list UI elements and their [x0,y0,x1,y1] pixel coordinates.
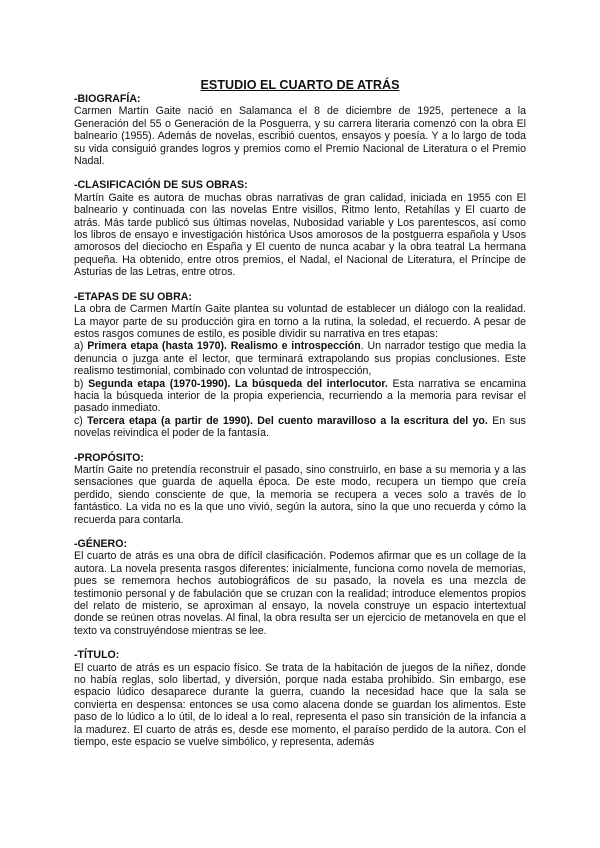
section-heading: -BIOGRAFÍA: [74,93,141,105]
section-clasificacion [74,179,526,278]
section-intro: La obra de Carmen Martín Gaite plantea su voluntad de establecer un diálogo con la realidad. La mayor parte de su producción gira en torno a la rutina, la soledad, el recuerdo. A pesar de estos rasgos comunes de estilo, es posible dividir su narrativa en tres etapas: [74,303,526,340]
section-heading: -TÍTULO: [74,649,120,662]
document-title: ESTUDIO EL CUARTO DE ATRÁS [200,78,400,92]
section-heading: -ETAPAS DE SU OBRA: [74,290,192,303]
section-proposito [74,452,526,526]
section-text: Carmen Martín Gaite nació en Salamanca el 8 de diciembre de 1925, pertenece a la Generación del 55 o Generación de la Posguerra, y su carrera literaria comenzó con la obra El balneario (1955). Además de novelas, escribió cuentos, ensayos y poesía. Y a lo largo de toda su vida consiguió grandes logros y premios como el Premio Nacional de Literatura o el Premio Nadal. [74,105,526,168]
etapa-text: . Un narrador testigo que media la denuncia o juzga ante el lector, que terminará extrapolando sus propias conclusiones. Este realismo testimonial, combinado con voluntad de introspección, [74,340,526,378]
section-biografia [74,93,526,167]
etapa-prefix: b) [74,377,89,390]
section-titulo [74,649,526,748]
section-heading: -PROPÓSITO: [74,451,144,464]
etapa-prefix: a) [74,340,88,353]
etapa-text: En sus novelas reivindica el poder de la fantasía. [74,414,526,440]
section-heading: -GÉNERO: [74,538,127,550]
etapa-prefix: c) [74,414,88,427]
section-text: El cuarto de atrás es un espacio físico. Se trata de la habitación de juegos de la niñez, donde no había reglas, solo libertad, y diversión, porque nada estaba prohibido. Sin embargo, ese espacio lúdico desaparece durante la guerra, cuando la necesidad hace que la sala se convierta en despensa: entonces se usa como alacena donde se guardan los alimentos. Este paso de lo lúdico a lo útil, de lo ideal a lo real, representa el paso sin transición de la infancia a la madurez. El cuarto de atrás es, desde ese momento, el paraíso perdido de la autora. Con el tiempo, este espacio se vuelve simbólico, y representa, además [74,661,526,749]
etapa-title: Primera etapa (hasta 1970). Realismo e introspección [87,340,361,353]
section-text: Martín Gaite es autora de muchas obras narrativas de gran calidad, iniciada en 1955 con El balneario y continuada con las novelas Entre visillos, Ritmo lento, Retahílas y El cuarto de atrás. Más tarde publicó sus últimas novelas, Nubosidad variable y Los parentescos, así como los libros de ensayo e investigación histórica Usos amorosos de la postguerra española y Usos amorosos del dieciocho en España y El cuento de nunca acabar y la obra teatral La hermana pequeña. Ha obtenido, entre otros premios, el Nadal, el Nacional de Literatura, el Príncipe de Asturias de las Letras, entre otros. [74,191,526,279]
etapa-title: Tercera etapa (a partir de 1990). Del cuento maravilloso a la escritura del yo. [87,414,488,427]
section-etapas [74,291,526,440]
section-heading: -CLASIFICACIÓN DE SUS OBRAS: [74,179,248,192]
section-text: Martín Gaite no pretendía reconstruir el pasado, sino construirlo, en base a su memoria y a las sensaciones que guarda de aquella época. De este modo, recupera un tiempo que creía perdido, siendo consciente de que, la memoria se recupera a veces solo a través de lo fantástico. La vida no es la que uno vivió, según la autora, sino la que uno recuerda y cómo la recuerda para contarla. [74,463,526,526]
etapa-item [74,340,526,377]
section-genero [74,538,526,637]
etapa-item [74,378,526,415]
document-page [74,78,526,749]
etapa-text: Esta narrativa se encamina hacia la búsqueda interior de la propia experiencia, recurriendo a la memoria para revisar el pasado inmediato. [74,377,526,415]
etapa-item [74,415,526,440]
etapa-title: Segunda etapa (1970-1990). La búsqueda del interlocutor. [88,377,388,390]
section-text: El cuarto de atrás es una obra de difícil clasificación. Podemos afirmar que es un collage de la autora. La novela presenta rasgos diferentes: inicialmente, funciona como novela de memorias, pues se rememora hechos autobiográficos de su pasado, la novela es una mezcla de testimonio personal y de fabulación que se cruzan con la realidad; introduce elementos propios del relato de misterio, se aproximan al ensayo, la novela construye un espacio intertextual donde se reúnen otras novelas. Al final, la obra resulta ser un ejercicio de metanovela en que el texto va construyéndose mientras se lee. [74,550,526,637]
